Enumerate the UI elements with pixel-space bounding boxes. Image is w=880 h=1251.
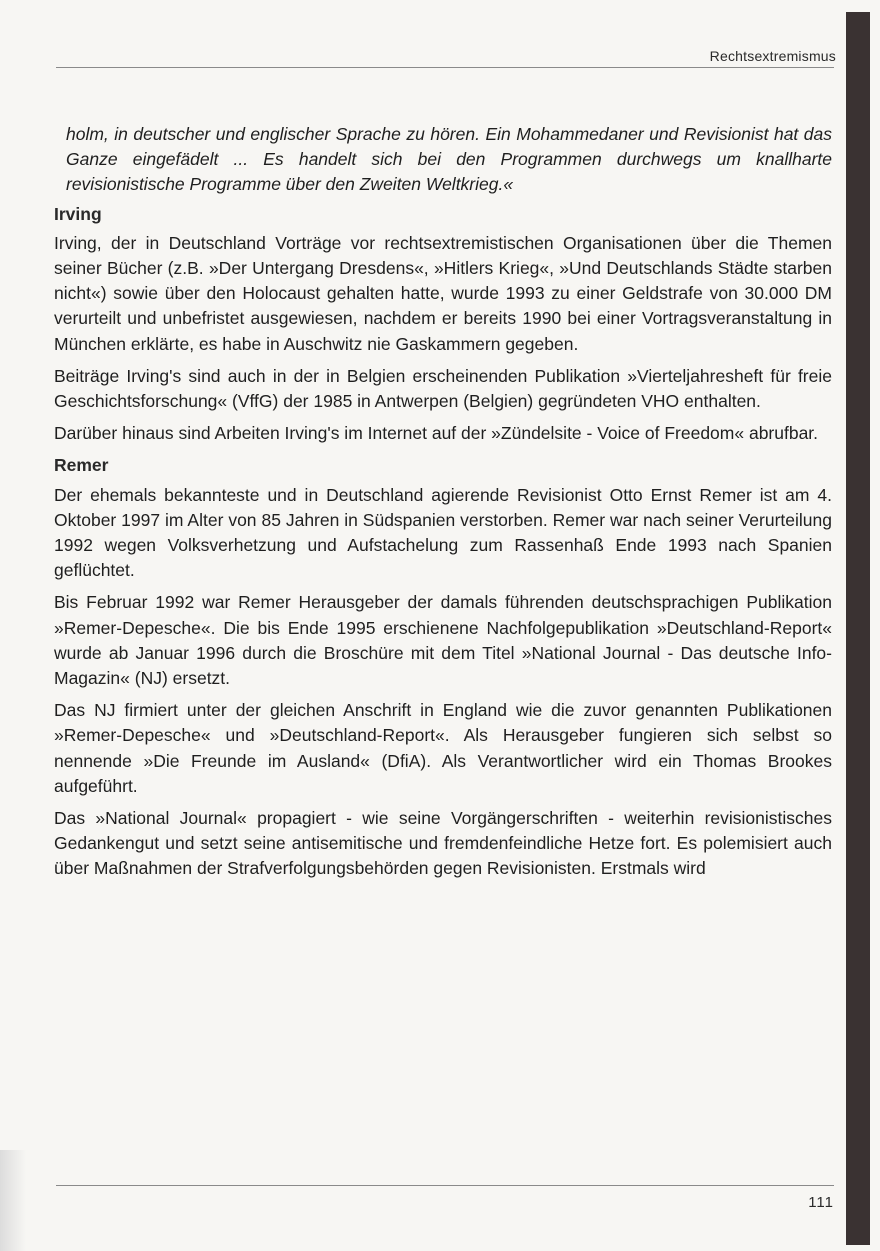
paragraph: Beiträge Irving's sind auch in der in Belgien erscheinenden Publikation »Vierteljahresheft für freie Geschichtsforschung« (VffG) der 1985 in Antwerpen (Belgien) gegründeten VHO enthalten.: [54, 365, 832, 412]
scan-edge-bar: [846, 12, 870, 1245]
paragraph: Irving, der in Deutschland Vorträge vor rechtsextremistischen Organisationen über die Themen seiner Bücher (z.B. »Der Untergang Dresdens«, »Hitlers Krieg«, »Und Deutschlands Städte starben nicht«) sowie über den Holocaust gehalten hatte, wurde 1993 zu einer Geldstrafe von 30.000 DM verurteilt und unbefristet ausgewiesen, nachdem er bereits 1990 bei einer Vortragsveranstaltung in München erklärte, es habe in Auschwitz nie Gaskammern gegeben.: [54, 232, 832, 354]
page-number: 111: [808, 1194, 834, 1211]
page-body: [54, 122, 832, 889]
paragraph: Der ehemals bekannteste und in Deutschland agierende Revisionist Otto Ernst Remer ist am 4. Oktober 1997 im Alter von 85 Jahren in Südspanien verstorben. Remer war nach seiner Verurteilung 1992 wegen Volksverhetzung und Aufstachelung zum Rassenhaß Ende 1993 nach Spanien geflüchtet.: [54, 484, 832, 581]
paragraph: Das »National Journal« propagiert - wie seine Vorgängerschriften - weiterhin revisionistisches Gedankengut und setzt seine antisemitische und fremdenfeindliche Hetze fort. Es polemisiert auch über Maßnahmen der Strafverfolgungsbehörden gegen Revisionisten. Erstmals wird: [54, 808, 832, 879]
section-heading-irving: Irving: [54, 203, 102, 224]
section-heading-remer: Remer: [54, 455, 109, 476]
paragraph: Das NJ firmiert unter der gleichen Anschrift in England wie die zuvor genannten Publikationen »Remer-Depesche« und »Deutschland-Report«. Als Herausgeber fungieren sich selbst so nennende »Die Freunde im Ausland« (DfiA). Als Verantwortlicher wird ein Thomas Brookes aufgeführt.: [54, 700, 832, 796]
footer-rule: [56, 1185, 834, 1186]
quote-continuation: holm, in deutscher und englischer Sprache zu hören. Ein Mohammedaner und Revisionist hat das Ganze eingefädelt ... Es handelt sich bei den Programmen durchwegs um knallharte revisionistische Programme über den Zweiten Weltkrieg.«: [66, 124, 832, 195]
running-header: Rechtsextremismus: [709, 48, 836, 64]
paragraph: Bis Februar 1992 war Remer Herausgeber der damals führenden deutschsprachigen Publikation »Remer-Depesche«. Die bis Ende 1995 erschienene Nachfolgepublikation »Deutschland-Report« wurde ab Januar 1996 durch die Broschüre mit dem Titel »National Journal - Das deutsche Info-Magazin« (NJ) ersetzt.: [54, 592, 832, 689]
paragraph: Darüber hinaus sind Arbeiten Irving's im Internet auf der »Zündelsite - Voice of Freedom« abrufbar.: [54, 423, 819, 444]
scan-shadow: [0, 1150, 26, 1251]
header-rule: [56, 67, 834, 68]
